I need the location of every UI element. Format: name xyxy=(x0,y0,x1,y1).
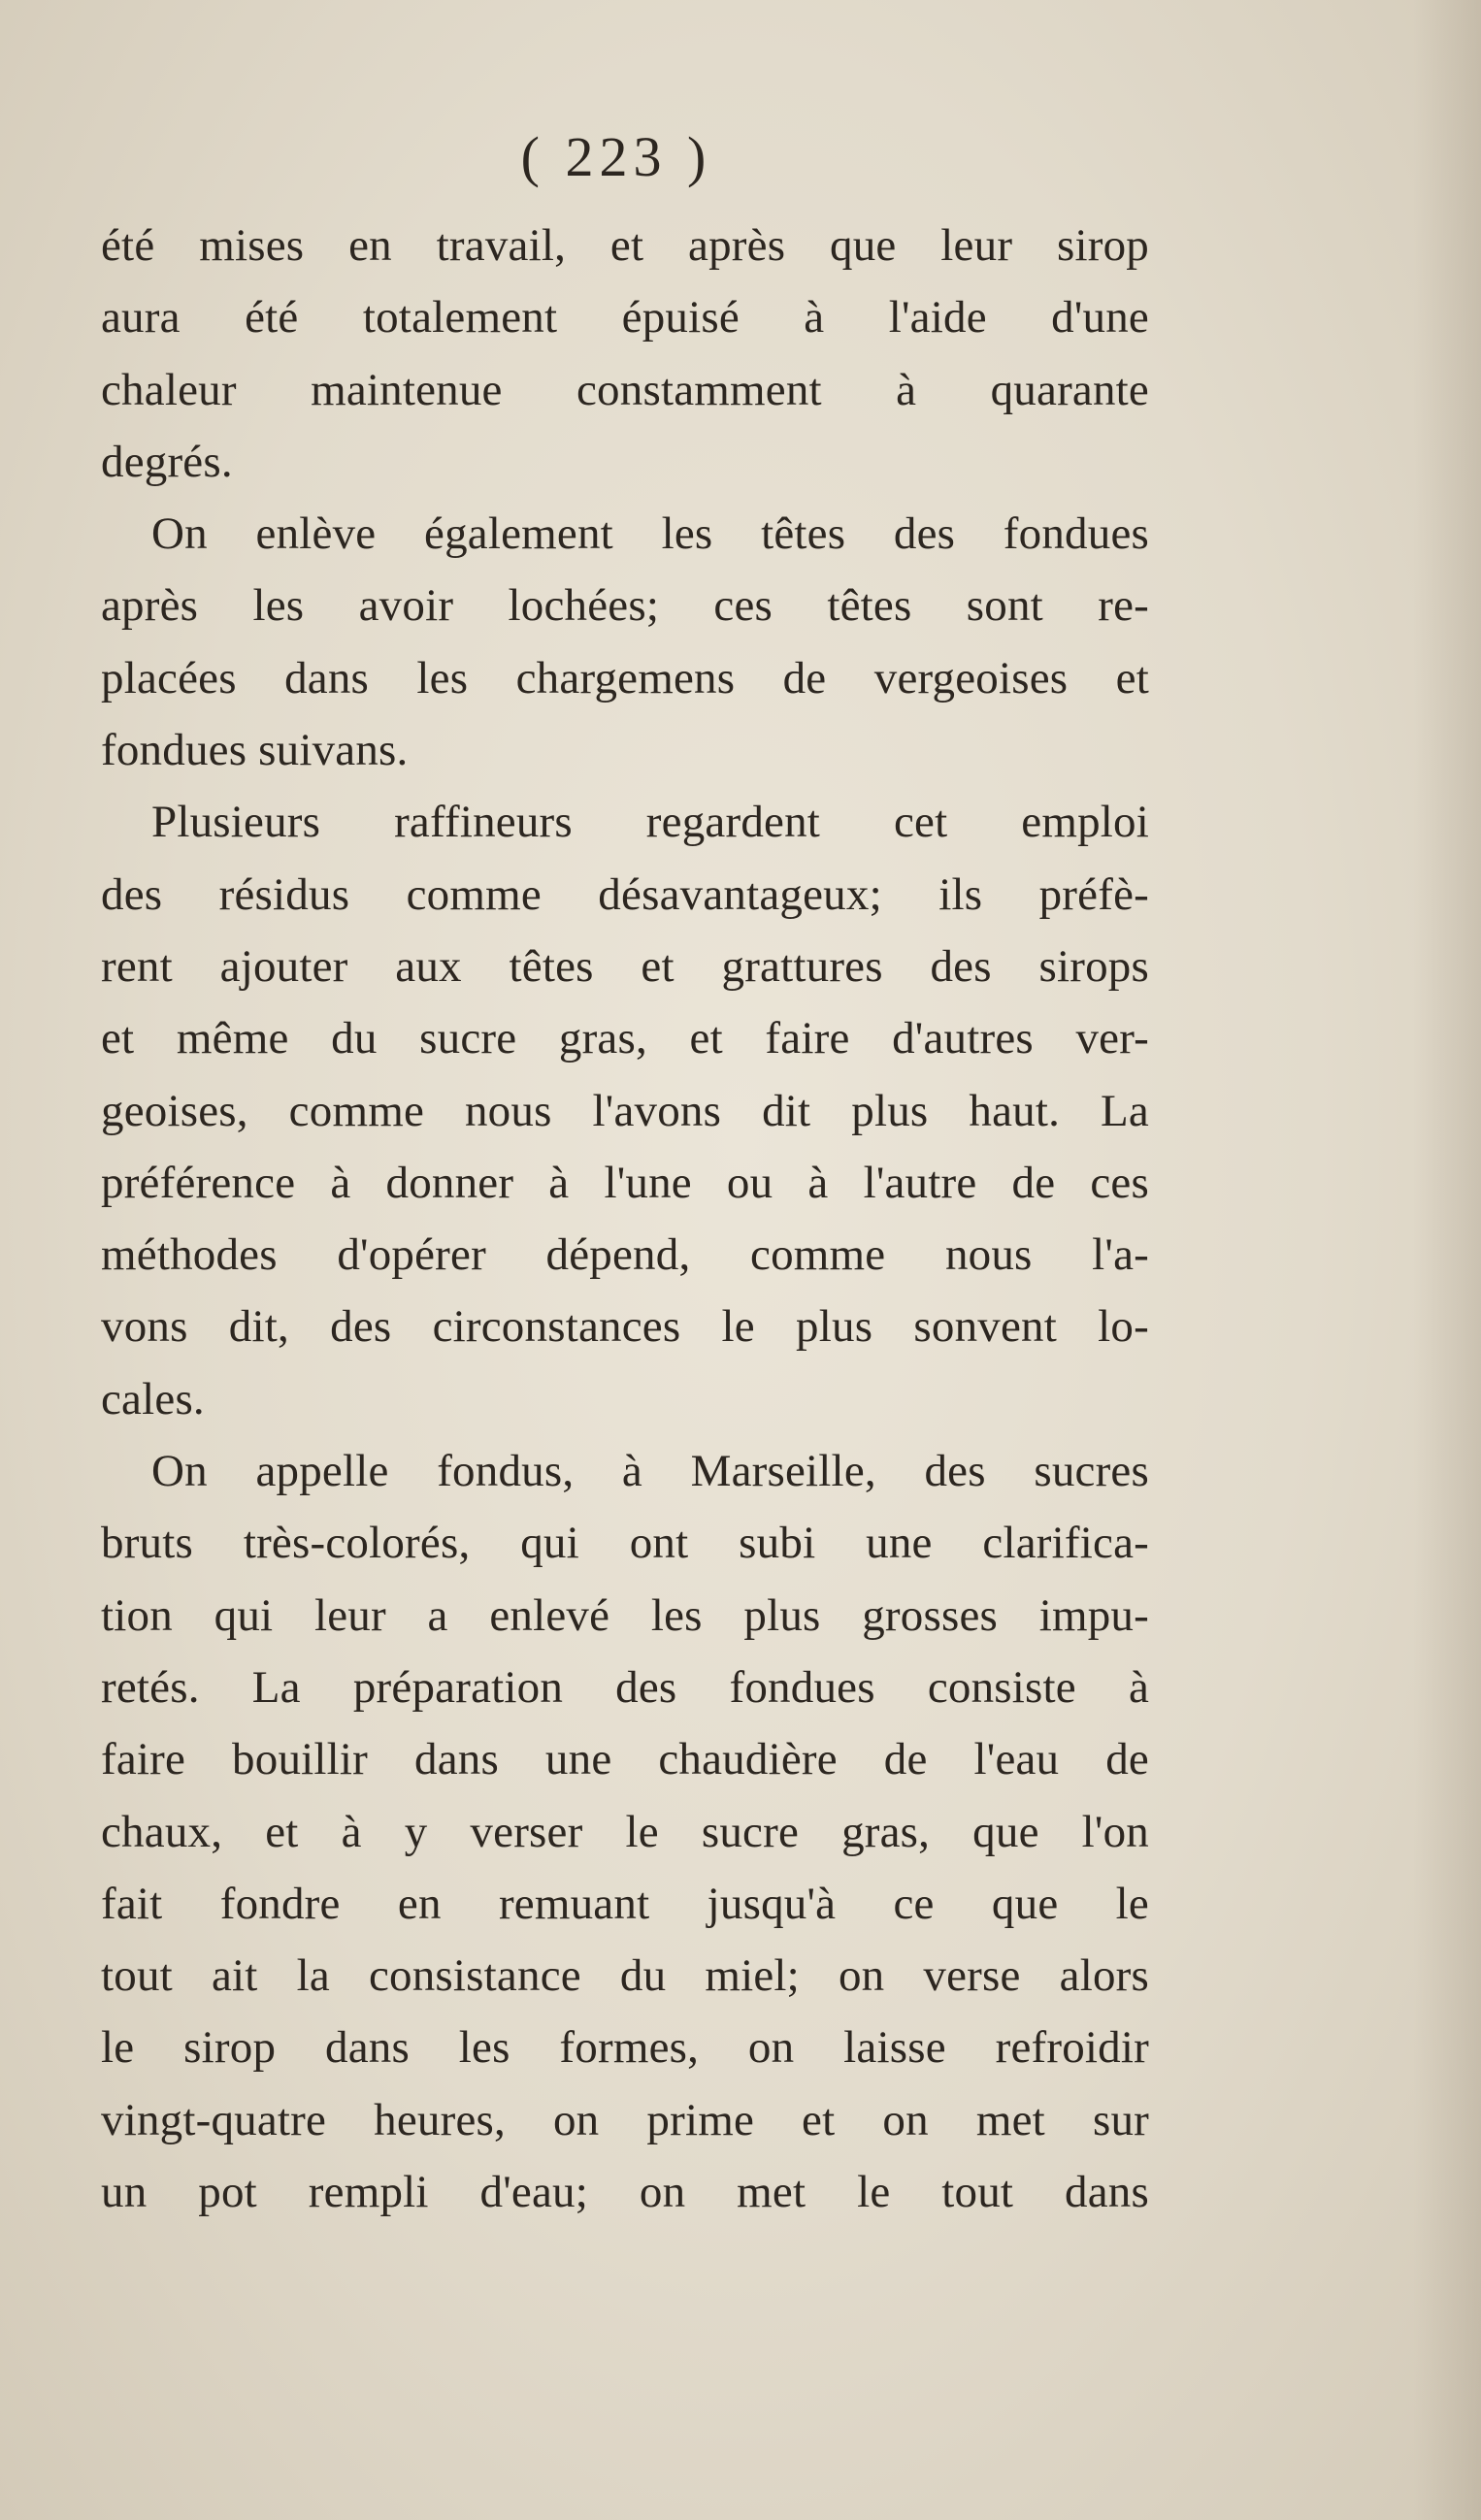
text-line: cales. xyxy=(101,1373,205,1424)
text-line: méthodes d'opérer dépend, comme nous l'a- xyxy=(101,1229,1149,1281)
text-line: geoises, comme nous l'avons dit plus haut. La xyxy=(101,1085,1149,1136)
text-line: aura été totalement épuisé à l'aide d'une xyxy=(101,292,1149,344)
text-line: placées dans les chargemens de vergeoises et xyxy=(101,652,1149,704)
body-text xyxy=(101,210,1149,2228)
text-line: chaleur maintenue constamment à quarante xyxy=(101,364,1149,415)
text-line: fondues suivans. xyxy=(101,725,409,776)
text-line: des résidus comme désavantageux; ils préfè- xyxy=(101,868,1149,920)
text-line: et même du sucre gras, et faire d'autres ver- xyxy=(101,1013,1149,1064)
text-line: été mises en travail, et après que leur sirop xyxy=(101,220,1149,271)
text-line: bruts très-colorés, qui ont subi une clarifica- xyxy=(101,1518,1149,1569)
text-line: un pot rempli d'eau; on met le tout dans xyxy=(101,2167,1149,2218)
text-line: tout ait la consistance du miel; on verse alors xyxy=(101,1950,1149,2002)
text-line: chaux, et à y verser le sucre gras, que l'on xyxy=(101,1806,1149,1857)
text-line: vons dit, des circonstances le plus sonvent lo- xyxy=(101,1301,1149,1353)
paragraph-start-line: On appelle fondus, à Marseille, des sucres xyxy=(151,1446,1149,1497)
text-line: degrés. xyxy=(101,436,233,487)
text-line: tion qui leur a enlevé les plus grosses impu- xyxy=(101,1589,1149,1641)
paragraph-start-line: Plusieurs raffineurs regardent cet emploi xyxy=(151,797,1149,848)
page-number: ( 223 ) xyxy=(520,125,712,188)
text-line: retés. La préparation des fondues consiste à xyxy=(101,1661,1149,1713)
paragraph-start-line: On enlève également les têtes des fondues xyxy=(151,508,1149,560)
text-line: vingt-quatre heures, on prime et on met sur xyxy=(101,2094,1149,2145)
text-line: préférence à donner à l'une ou à l'autre de ces xyxy=(101,1157,1149,1208)
text-line: faire bouillir dans une chaudière de l'eau de xyxy=(101,1734,1149,1785)
text-line: rent ajouter aux têtes et grattures des sirops xyxy=(101,940,1149,992)
text-line: après les avoir lochées; ces têtes sont re- xyxy=(101,580,1149,632)
text-line: fait fondre en remuant jusqu'à ce que le xyxy=(101,1878,1149,1929)
text-line: le sirop dans les formes, on laisse refroidir xyxy=(101,2022,1149,2074)
